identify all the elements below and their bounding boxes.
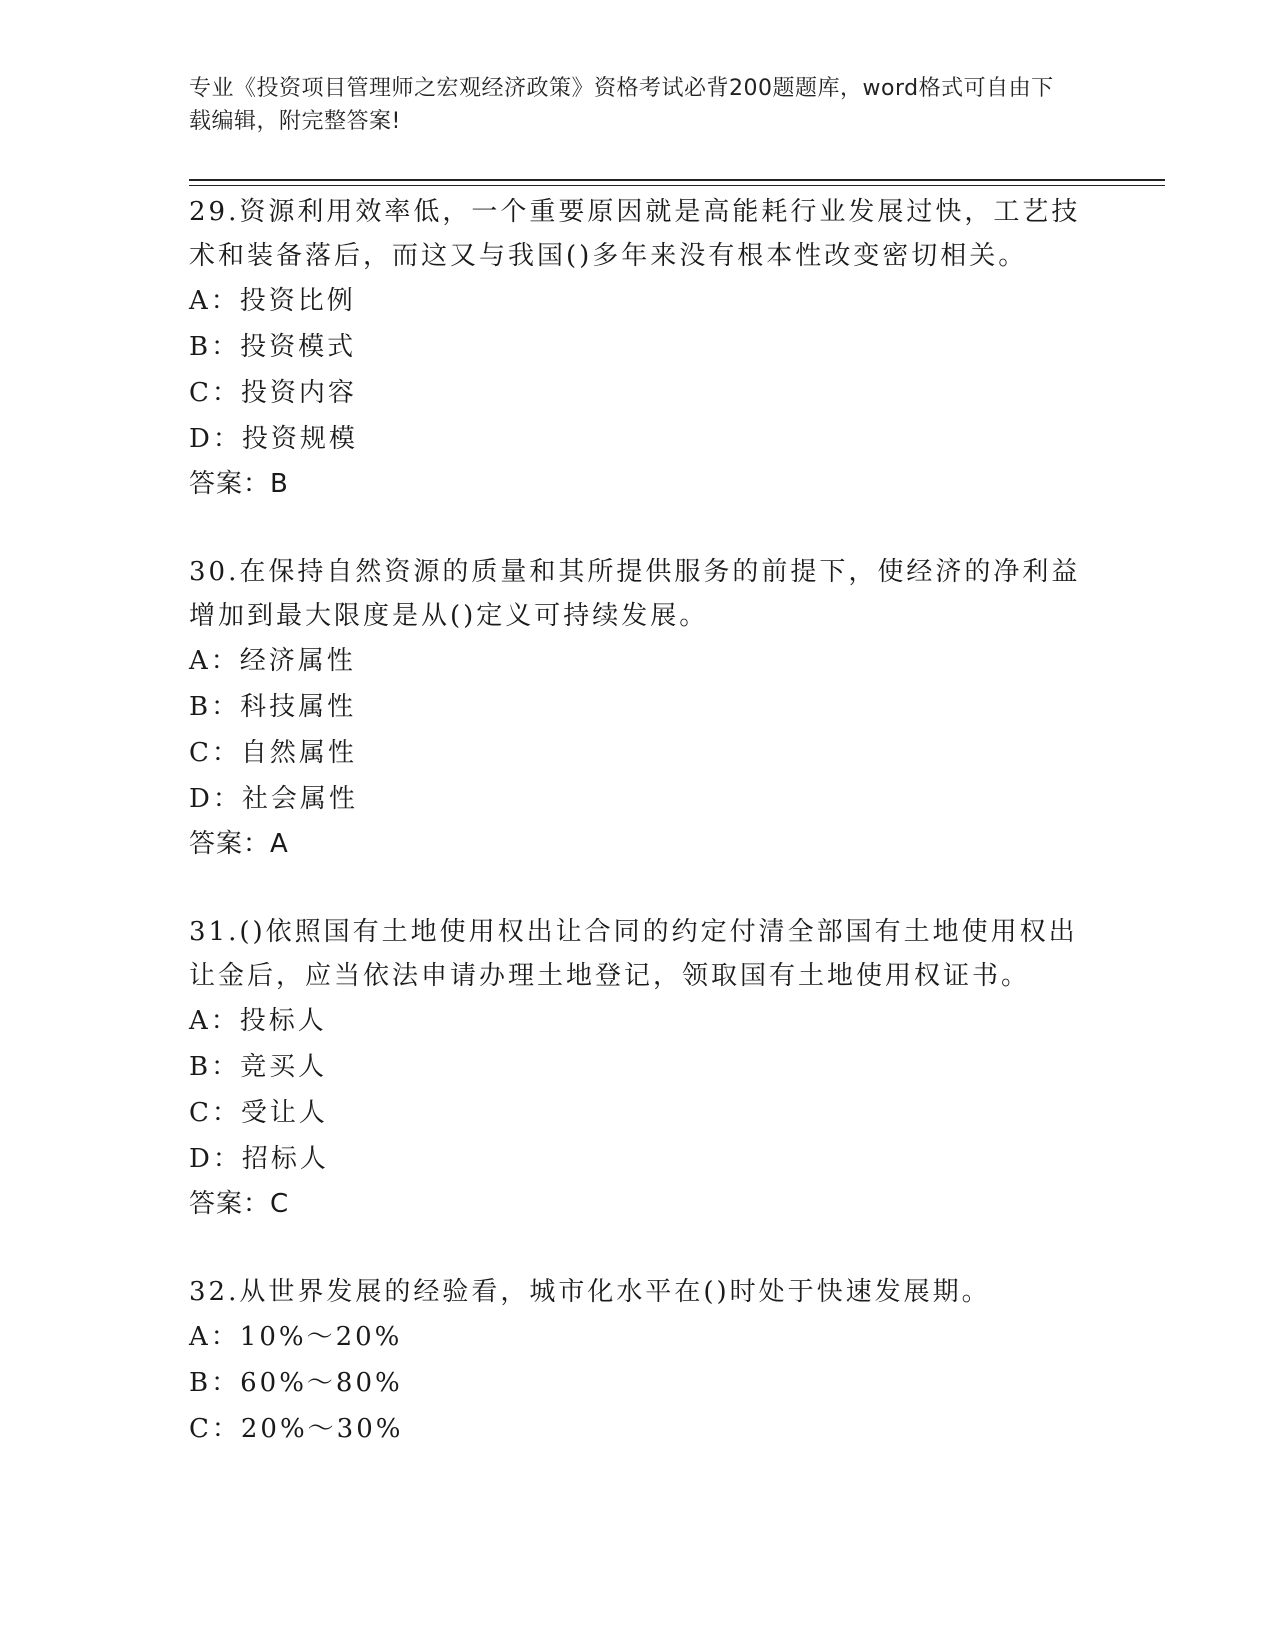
option-b: B：投资模式	[189, 332, 357, 362]
header-divider-thick	[189, 179, 1165, 181]
option-d: D：社会属性	[189, 784, 358, 814]
question-text: 29.资源利用效率低，一个重要原因就是高能耗行业发展过快，工艺技术和装备落后，而这又与我国()多年来没有根本性改变密切相关。	[189, 197, 1081, 271]
question-30	[189, 550, 1089, 866]
option-d: D：招标人	[189, 1144, 329, 1174]
question-list	[189, 190, 1089, 1496]
question-text: 30.在保持自然资源的质量和其所提供服务的前提下，使经济的净利益增加到最大限度是从()定义可持续发展。	[189, 557, 1081, 631]
document-header: 专业《投资项目管理师之宏观经济政策》资格考试必背200题题库，word格式可自由下载编辑，附完整答案!	[189, 76, 1054, 134]
question-32	[189, 1270, 1089, 1452]
option-a: A：投资比例	[189, 286, 356, 316]
question-29	[189, 190, 1089, 506]
answer: 答案：A	[189, 829, 289, 859]
question-31	[189, 910, 1089, 1226]
option-d: D：投资规模	[189, 424, 358, 454]
option-a: A：投标人	[189, 1006, 327, 1036]
option-c: C：投资内容	[189, 378, 357, 408]
option-b: B：60%～80%	[189, 1368, 403, 1398]
answer: 答案：C	[189, 1189, 290, 1219]
header-divider-thin	[189, 185, 1165, 186]
answer: 答案：B	[189, 469, 289, 499]
option-a: A：经济属性	[189, 646, 356, 676]
option-c: C：20%～30%	[189, 1414, 404, 1444]
option-b: B：科技属性	[189, 692, 357, 722]
option-c: C：自然属性	[189, 738, 357, 768]
option-a: A：10%～20%	[189, 1322, 403, 1352]
question-text: 31.()依照国有土地使用权出让合同的约定付清全部国有土地使用权出让金后，应当依法申请办理土地登记，领取国有土地使用权证书。	[189, 917, 1078, 991]
option-b: B：竞买人	[189, 1052, 328, 1082]
option-c: C：受让人	[189, 1098, 328, 1128]
question-text: 32.从世界发展的经验看，城市化水平在()时处于快速发展期。	[189, 1277, 991, 1307]
